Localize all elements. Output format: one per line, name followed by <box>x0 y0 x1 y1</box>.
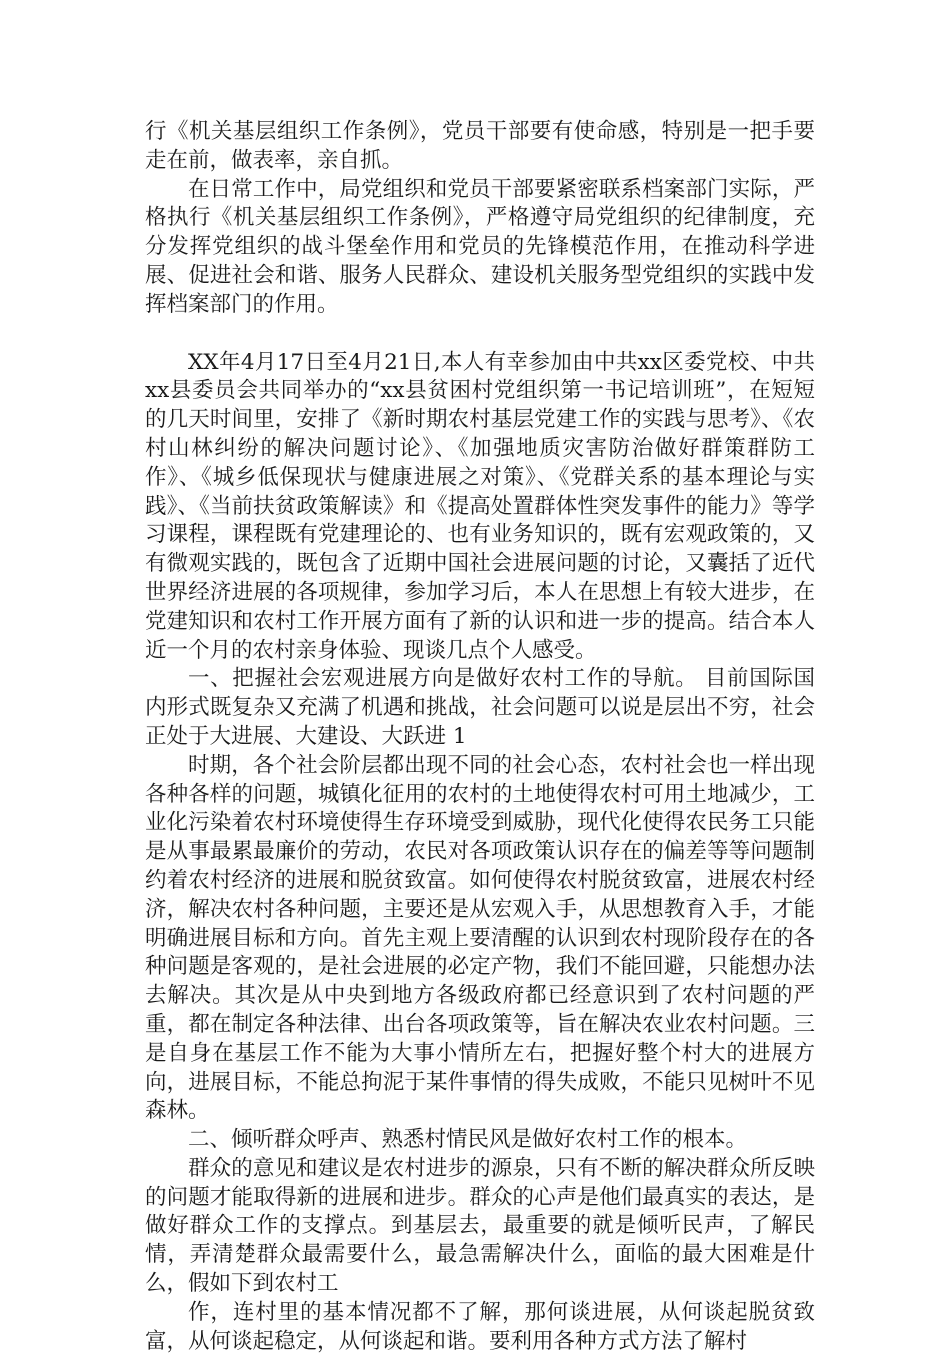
paragraph: 在日常工作中，局党组织和党员干部要紧密联系档案部门实际，严格执行《机关基层组织工作条例》，严格遵守局党组织的纪律制度，充分发挥党组织的战斗堡垒作用和党员的先锋模范作用，在推动科学进展、促进社会和谐、服务人民群众、建设机关服务型党组织的实践中发挥档案部门的作用。 <box>145 176 815 317</box>
paragraph-training-intro: XX年4月17日至4月21日,本人有幸参加由中共xx区委党校、中共xx县委员会共同举办的“xx县贫困村党组织第一书记培训班”，在短短的几天时间里，安排了《新时期农村基层党建工作的实践与思考》、《农村山林纠纷的解决问题讨论》、《加强地质灾害防治做好群策群防工作》、《城乡低保现状与健康进展之对策》、《党群关系的基本理论与实践》、《当前扶贫政策解读》和《提高处置群体性突发事件的能力》等学习课程，课程既有党建理论的、也有业务知识的，既有宏观政策的，又有微观实践的，既包含了近期中国社会进展问题的讨论，又囊括了近代世界经济进展的各项规律，参加学习后，本人在思想上有较大进步，在党建知识和农村工作开展方面有了新的认识和进一步的提高。结合本人近一个月的农村亲身体验、现谈几点个人感受。 <box>145 349 815 663</box>
paragraph: 时期，各个社会阶层都出现不同的社会心态，农村社会也一样出现各种各样的问题，城镇化征用的农村的土地使得农村可用土地减少，工业化污染着农村环境使得生存环境受到威胁，现代化使得农民务工只能是从事最累最廉价的劳动，农民对各项政策认识存在的偏差等等问题制约着农村经济的进展和脱贫致富。如何使得农村脱贫致富，进展农村经济，解决农村各种问题，主要还是从宏观入手，从思想教育入手，才能明确进展目标和方向。首先主观上要清醒的认识到农村现阶段存在的各种问题是客观的，是社会进展的必定产物，我们不能回避，只能想办法去解决。其次是从中央到地方各级政府都已经意识到了农村问题的严重，都在制定各种法律、出台各项政策等，旨在解决农业农村问题。三是自身在基层工作不能为大事小情所左右，把握好整个村大的进展方向，进展目标，不能总拘泥于某件事情的得失成败，不能只见树叶不见森林。 <box>145 752 815 1124</box>
section-heading-1: 一、把握社会宏观进展方向是做好农村工作的导航。 目前国际国内形式既复杂又充满了机遇和挑战，社会问题可以说是层出不穷，社会正处于大进展、大建设、大跃进 1 <box>145 666 815 749</box>
paragraph-gap <box>145 320 815 349</box>
paragraph: 群众的意见和建议是农村进步的源泉，只有不断的解决群众所反映的问题才能取得新的进展和进步。群众的心声是他们最真实的表达，是做好群众工作的支撑点。到基层去，最重要的就是倾听民声，了解民情，弄清楚群众最需要什么，最急需解决什么，面临的最大困难是什么，假如下到农村工 <box>145 1155 815 1297</box>
paragraph-continued: 行《机关基层组织工作条例》，党员干部要有使命感，特别是一把手要走在前，做表率，亲自抓。 <box>145 119 815 173</box>
document-page <box>145 118 815 1356</box>
paragraph: 作，连村里的基本情况都不了解，那何谈进展，从何谈起脱贫致富，从何谈起稳定，从何谈起和谐。要利用各种方式方法了解村 <box>145 1299 815 1354</box>
section-heading-2: 二、倾听群众呼声、熟悉村情民风是做好农村工作的根本。 <box>188 1127 748 1153</box>
